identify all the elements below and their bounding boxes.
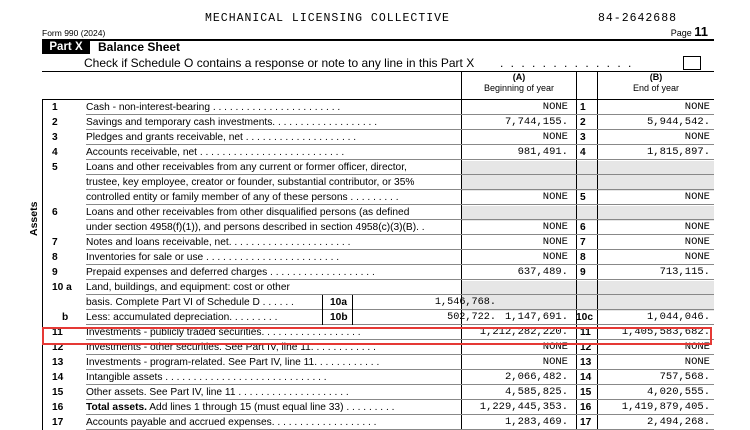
end-of-year-value: 5,944,542. [646, 116, 710, 128]
end-of-year-value: NONE [684, 356, 710, 368]
sub-line-ref: 10a [330, 297, 347, 308]
line-number: 1 [52, 102, 58, 113]
line-description: Total assets. Add lines 1 through 15 (must equal line 33) . . . . . . . . . [86, 402, 395, 413]
beginning-of-year-value: 7,744,155. [504, 116, 568, 128]
table-row [42, 145, 714, 160]
line-description: Investments - other securities. See Part IV, line 11. . . . . . . . . . . . [86, 342, 376, 353]
total-assets-bold: Total assets. [86, 402, 147, 413]
column-b-header [598, 72, 714, 94]
column-a-label: Beginning of year [483, 83, 555, 93]
organization-name: MECHANICAL LICENSING COLLECTIVE [205, 12, 450, 25]
table-row [42, 385, 714, 400]
table-row [42, 175, 714, 190]
table-row [42, 235, 714, 250]
line-ref: 5 [580, 192, 586, 203]
line-number: 6 [52, 207, 58, 218]
end-of-year-value: NONE [684, 236, 710, 248]
line-ref: 9 [580, 267, 586, 278]
sub-box-border-10a [322, 295, 323, 310]
table-row [42, 130, 714, 145]
check-leader-dots: . . . . . . . . . . . . . [500, 56, 634, 70]
end-of-year-value: NONE [684, 341, 710, 353]
sub-line-value: 502,722. [447, 312, 496, 323]
line-number: b [62, 312, 69, 323]
line-description: controlled entity or family member of any of these persons . . . . . . . . . [86, 192, 399, 203]
end-of-year-value: 757,568. [659, 371, 710, 383]
beginning-of-year-value: NONE [542, 251, 568, 263]
part-badge: Part X [42, 40, 90, 54]
beginning-of-year-value: NONE [542, 356, 568, 368]
table-row [42, 160, 714, 175]
column-a-letter: (A) [512, 72, 526, 82]
sub-box-border-10b [322, 310, 323, 325]
line-description: basis. Complete Part VI of Schedule D . . . . . . [86, 297, 294, 308]
line-ref: 8 [580, 252, 586, 263]
line-description: Cash - non-interest-bearing . . . . . . . . . . . . . . . . . . . . . . . [86, 102, 341, 113]
beginning-of-year-value: 637,489. [517, 266, 568, 278]
table-row [42, 115, 714, 130]
end-of-year-value: 4,020,555. [646, 386, 710, 398]
form-label: Form 990 (2024) [42, 28, 106, 38]
beginning-of-year-value: 1,147,691. [504, 311, 568, 323]
beginning-of-year-value: NONE [542, 236, 568, 248]
line-ref: 17 [580, 417, 592, 428]
line-ref: 1 [580, 102, 586, 113]
line-number: 14 [52, 372, 64, 383]
sub-box-divider-10a [352, 295, 353, 310]
line-description: Pledges and grants receivable, net . . . . . . . . . . . . . . . . . . . . [86, 132, 357, 143]
sub-line-value: 1,546,768. [434, 297, 496, 308]
end-of-year-value: 1,405,583,682. [621, 326, 710, 338]
table-row [42, 220, 714, 235]
page-label [671, 24, 708, 39]
beginning-of-year-value: 4,585,825. [504, 386, 568, 398]
line-number: 5 [52, 162, 58, 173]
line-number: 3 [52, 132, 58, 143]
line-description: Land, buildings, and equipment: cost or other [86, 282, 290, 293]
line-ref: 2 [580, 117, 586, 128]
table-row [42, 250, 714, 265]
line-ref: 13 [580, 357, 592, 368]
line-number: 8 [52, 252, 58, 263]
ein-number: 84-2642688 [598, 12, 678, 25]
line-description: Inventories for sale or use . . . . . . . . . . . . . . . . . . . . . . . . [86, 252, 340, 263]
line-description: Intangible assets . . . . . . . . . . . . . . . . . . . . . . . . . . . . . [86, 372, 327, 383]
beginning-of-year-value: NONE [542, 191, 568, 203]
end-of-year-value: NONE [684, 251, 710, 263]
table-row [42, 370, 714, 385]
table-row [42, 190, 714, 205]
sub-box-divider-10b [352, 310, 353, 325]
end-of-year-value: 713,115. [659, 266, 710, 278]
beginning-of-year-value: NONE [542, 221, 568, 233]
table-row [42, 295, 714, 310]
schedule-o-check-text: Check if Schedule O contains a response or note to any line in this Part X [84, 56, 475, 70]
line-ref: 11 [580, 327, 591, 338]
table-row [42, 205, 714, 220]
end-of-year-value: NONE [684, 191, 710, 203]
line-number: 7 [52, 237, 58, 248]
line-number: 10 a [52, 282, 72, 293]
page-word: Page [670, 28, 692, 38]
table-row [42, 310, 714, 325]
line-ref: 10c [576, 312, 593, 323]
line-description: Loans and other receivables from other disqualified persons (as defined [86, 207, 410, 218]
table-row [42, 100, 714, 115]
beginning-of-year-value: NONE [542, 341, 568, 353]
line-number: 11 [52, 327, 63, 338]
line-description: under section 4958(f)(1)), and persons described in section 4958(c)(3)(B). . [86, 222, 425, 233]
line-description: Investments - program-related. See Part IV, line 11. . . . . . . . . . . . [86, 357, 380, 368]
line-description: Investments - publicly traded securities. . . . . . . . . . . . . . . . . . [86, 327, 361, 338]
beginning-of-year-value: NONE [542, 101, 568, 113]
table-row [42, 280, 714, 295]
line-number: 17 [52, 417, 64, 428]
beginning-of-year-value: 1,283,469. [504, 416, 568, 428]
page-number: 11 [694, 24, 708, 39]
beginning-of-year-value: 981,491. [517, 146, 568, 158]
end-of-year-value: NONE [684, 221, 710, 233]
line-ref: 14 [580, 372, 592, 383]
line-description: Loans and other receivables from any current or former officer, director, [86, 162, 407, 173]
line-ref: 7 [580, 237, 586, 248]
highlight-box-line-11 [42, 327, 712, 345]
beginning-of-year-value: 2,066,482. [504, 371, 568, 383]
end-of-year-value: 1,815,897. [646, 146, 710, 158]
beginning-of-year-value: 1,212,282,220. [479, 326, 568, 338]
end-of-year-value: 1,044,046. [646, 311, 710, 323]
line-ref: 6 [580, 222, 586, 233]
line-number: 13 [52, 357, 64, 368]
line-description: trustee, key employee, creator or founder, substantial contributor, or 35% [86, 177, 415, 188]
line-number: 16 [52, 402, 64, 413]
column-a-header [462, 72, 576, 94]
end-of-year-value: 2,494,268. [646, 416, 710, 428]
sub-line-ref: 10b [330, 312, 348, 323]
line-number: 4 [52, 147, 58, 158]
line-ref: 16 [580, 402, 592, 413]
end-of-year-value: NONE [684, 131, 710, 143]
column-b-label: End of year [632, 83, 680, 93]
line-ref: 3 [580, 132, 586, 143]
line-ref: 4 [580, 147, 586, 158]
line-description: Savings and temporary cash investments. . . . . . . . . . . . . . . . . . . [86, 117, 378, 128]
line-number: 2 [52, 117, 58, 128]
column-b-letter: (B) [649, 72, 663, 82]
table-row [42, 400, 714, 415]
assets-sidebar-label: Assets [28, 201, 40, 236]
line-description: Other assets. See Part IV, line 11 . . . . . . . . . . . . . . . . . . . . [86, 387, 349, 398]
end-of-year-value: NONE [684, 101, 710, 113]
part-title: Balance Sheet [98, 40, 181, 54]
beginning-of-year-value: NONE [542, 131, 568, 143]
line-ref: 15 [580, 387, 592, 398]
line-number: 15 [52, 387, 64, 398]
line-description: Accounts payable and accrued expenses. . . . . . . . . . . . . . . . . . . [86, 417, 377, 428]
table-row [42, 265, 714, 280]
line-description: Notes and loans receivable, net. . . . . . . . . . . . . . . . . . . . . . [86, 237, 351, 248]
beginning-of-year-value: 1,229,445,353. [479, 401, 568, 413]
line-number: 12 [52, 342, 64, 353]
end-of-year-value: 1,419,879,405. [621, 401, 710, 413]
schedule-o-checkbox[interactable] [683, 56, 701, 70]
table-row [42, 415, 714, 430]
line-description: Accounts receivable, net . . . . . . . . . . . . . . . . . . . . . . . . . . [86, 147, 345, 158]
line-number: 9 [52, 267, 58, 278]
line-description: Prepaid expenses and deferred charges . . . . . . . . . . . . . . . . . . . [86, 267, 375, 278]
table-row [42, 355, 714, 370]
line-ref: 12 [580, 342, 592, 353]
line-description: Less: accumulated depreciation. . . . . . . . . [86, 312, 278, 323]
